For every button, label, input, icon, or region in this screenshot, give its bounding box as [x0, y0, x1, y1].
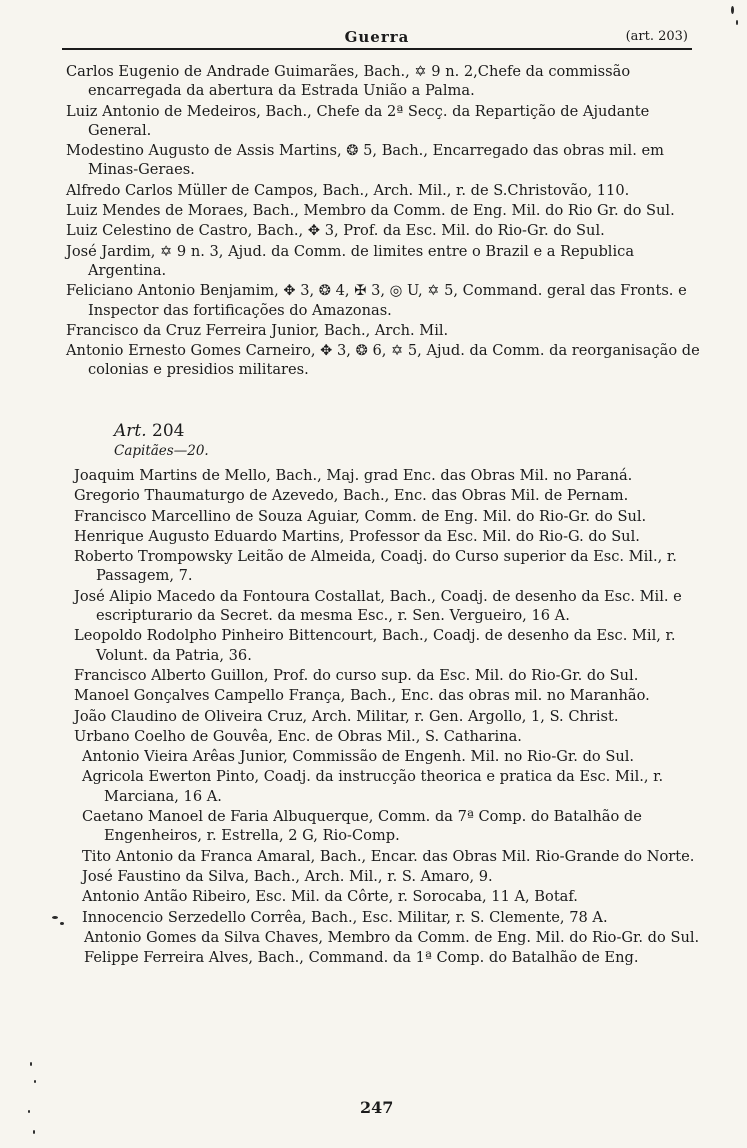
header-article-ref: (art. 203) [625, 29, 688, 44]
list-item: Luiz Celestino de Castro, Bach., ✥ 3, Prof. da Esc. Mil. do Rio-Gr. do Sul. [66, 222, 605, 240]
list-item: Caetano Manoel de Faria Albuquerque, Comm. da 7ª Comp. do Batalhão de Engenheiros, r. Estrella, 2 G, Rio-Comp. [82, 808, 642, 845]
scan-speck [28, 1110, 30, 1113]
scan-speck [34, 1080, 36, 1083]
list-item: Antonio Gomes da Silva Chaves, Membro da Comm. de Eng. Mil. do Rio-Gr. do Sul. [84, 928, 700, 946]
list-item: Urbano Coelho de Gouvêa, Enc. de Obras Mil., S. Catharina. [74, 727, 522, 745]
scan-speck [731, 6, 734, 14]
list-item: Manoel Gonçalves Campello França, Bach., Enc. das obras mil. no Maranhão. [74, 687, 650, 705]
list-item: Carlos Eugenio de Andrade Guimarães, Bach., ✡ 9 n. 2,Chefe da commissão encarregada da abertura da Estrada União a Palma. [66, 63, 631, 100]
list-item: Antonio Antão Ribeiro, Esc. Mil. da Côrte, r. Sorocaba, 11 A, Botaf. [82, 888, 578, 906]
article-number: 204 [152, 421, 185, 441]
list-item: Feliciano Antonio Benjamim, ✥ 3, ❂ 4, ✠ 3, ◎ U, ✡ 5, Command. geral das Fronts. e Inspector das fortificações do Amazonas. [66, 282, 687, 319]
list-item: Henrique Augusto Eduardo Martins, Professor da Esc. Mil. do Rio-G. do Sul. [74, 527, 640, 545]
scan-speck [736, 20, 738, 25]
list-item: Antonio Ernesto Gomes Carneiro, ✥ 3, ❂ 6, ✡ 5, Ajud. da Comm. da reorganisação de colonias e presidios militares. [66, 342, 700, 379]
list-item: João Claudino de Oliveira Cruz, Arch. Militar, r. Gen. Argollo, 1, S. Christ. [74, 707, 619, 725]
list-item: José Alipio Macedo da Fontoura Costallat, Bach., Coadj. de desenho da Esc. Mil. e escripturario da Secret. da mesma Esc., r. Sen. Vergueiro, 16 A. [74, 587, 682, 625]
list-item: Agricola Ewerton Pinto, Coadj. da instrucção theorica e pratica da Esc. Mil., r. Marciana, 16 A. [82, 768, 664, 805]
page-number: 247 [360, 1098, 394, 1117]
list-item: Alfredo Carlos Müller de Campos, Bach., Arch. Mil., r. de S.Christovão, 110. [66, 181, 630, 199]
list-item: Leopoldo Rodolpho Pinheiro Bittencourt, Bach., Coadj. de desenho da Esc. Mil, r. Volunt. da Patria, 36. [74, 627, 676, 664]
entry-list-art-204 [74, 466, 714, 968]
list-item: Roberto Trompowsky Leitão de Almeida, Coadj. do Curso superior da Esc. Mil., r. Passagem, 7. [74, 548, 677, 585]
list-item: Francisco Alberto Guillon, Prof. do curso sup. da Esc. Mil. do Rio-Gr. do Sul. [74, 666, 639, 684]
article-heading [74, 420, 674, 442]
list-item: Gregorio Thaumaturgo de Azevedo, Bach., Enc. das Obras Mil. de Pernam. [74, 487, 629, 505]
list-item: Innocencio Serzedello Corrêa, Bach., Esc. Militar, r. S. Clemente, 78 A. [82, 908, 608, 926]
section-heading [74, 420, 674, 460]
scan-speck [30, 1062, 32, 1066]
entry-list-art-203 [66, 62, 702, 381]
list-item: Francisco da Cruz Ferreira Junior, Bach., Arch. Mil. [66, 321, 449, 339]
list-item: Felippe Ferreira Alves, Bach., Command. da 1ª Comp. do Batalhão de Eng. [84, 949, 639, 967]
rank-subheading: Capitães—20. [114, 443, 209, 459]
list-item: Modestino Augusto de Assis Martins, ❂ 5, Bach., Encarregado das obras mil. em Minas-Geraes. [66, 142, 664, 179]
list-item: Francisco Marcellino de Souza Aguiar, Comm. de Eng. Mil. do Rio-Gr. do Sul. [74, 507, 647, 525]
list-item: Joaquim Martins de Mello, Bach., Maj. grad Enc. das Obras Mil. no Paraná. [74, 467, 633, 484]
running-header [62, 26, 692, 50]
scan-speck [52, 916, 58, 919]
scan-speck [60, 922, 64, 925]
list-item: Antonio Vieira Arêas Junior, Commissão de Engenh. Mil. no Rio-Gr. do Sul. [82, 748, 635, 766]
list-item: Tito Antonio da Franca Amaral, Bach., Encar. das Obras Mil. Rio-Grande do Norte. [82, 847, 695, 865]
list-item: Luiz Antonio de Medeiros, Bach., Chefe da 2ª Secç. da Repartição de Ajudante General. [66, 102, 650, 139]
scan-speck [33, 1130, 35, 1134]
header-title: Guerra [344, 28, 410, 46]
list-item: Luiz Mendes de Moraes, Bach., Membro da Comm. de Eng. Mil. do Rio Gr. do Sul. [66, 202, 675, 220]
list-item: José Faustino da Silva, Bach., Arch. Mil., r. S. Amaro, 9. [82, 867, 493, 885]
list-item: José Jardim, ✡ 9 n. 3, Ajud. da Comm. de limites entre o Brazil e a Republica Argentina. [66, 242, 635, 279]
article-label: Art. [114, 421, 147, 441]
